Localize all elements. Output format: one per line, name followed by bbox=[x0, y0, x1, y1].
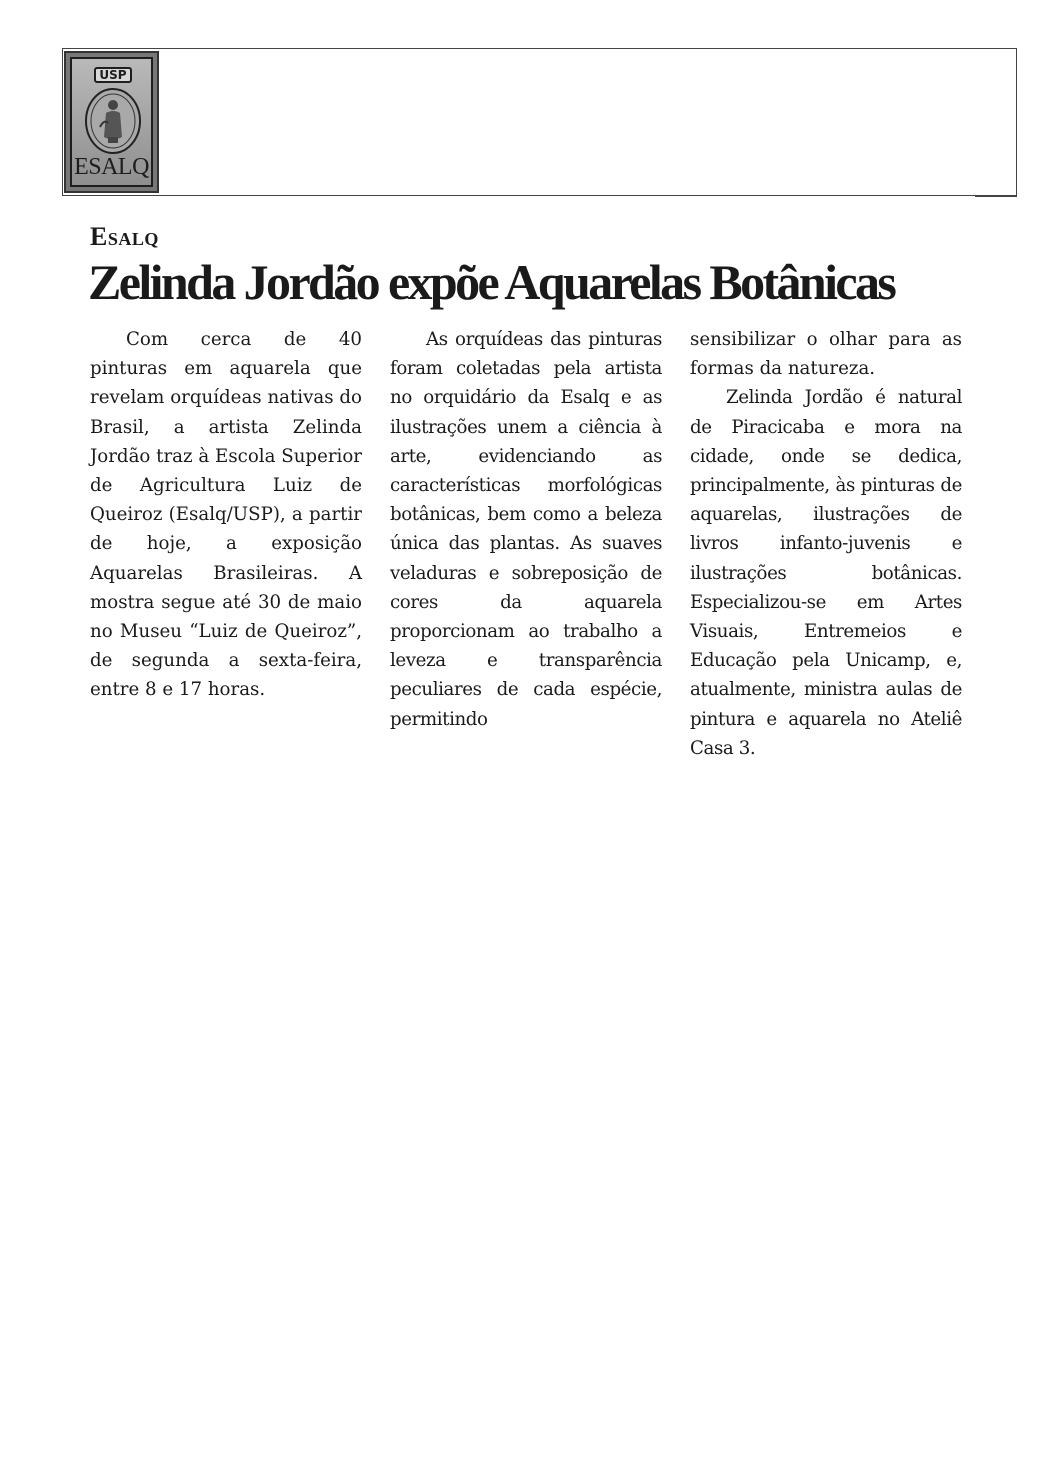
paragraph: As orquídeas das pinturas foram coletadas pela artista no orquidário da Esalq e as ilustrações unem a ciência à arte, evidenciando as características morfológicas botânicas, bem como a beleza única das plantas. As suaves veladuras e sobreposição de cores da aquarela proporcionam ao trabalho a leveza e transparência peculiares de cada espécie, permitindo bbox=[390, 329, 662, 730]
logo-esalq-text: ESALQ bbox=[74, 154, 149, 180]
article-column-1 bbox=[90, 325, 362, 705]
article-headline: Zelinda Jordão expõe Aquarelas Botânicas bbox=[88, 254, 895, 310]
logo-usp-text: USP bbox=[94, 67, 132, 83]
paragraph-continued: sensibilizar o olhar para as formas da natureza. bbox=[690, 329, 962, 380]
header-rule bbox=[975, 196, 1017, 197]
paragraph: Com cerca de 40 pinturas em aquarela que revelam orquídeas nativas do Brasil, a artista Zelinda Jordão traz à Escola Superior de Agricultura Luiz de Queiroz (Esalq/USP), a partir de hoje, a exposição Aquarelas Brasileiras. A mostra segue até 30 de maio no Museu “Luiz de Queiroz”, de segunda a sexta-feira, entre 8 e 17 horas. bbox=[90, 329, 362, 701]
article-column-3 bbox=[690, 325, 962, 763]
esalq-logo bbox=[64, 51, 159, 193]
seal-figure-icon bbox=[82, 87, 144, 155]
clipping-header-box bbox=[62, 48, 1017, 196]
article-column-2 bbox=[390, 325, 662, 734]
logo-frame bbox=[70, 57, 153, 187]
section-kicker: Esalq bbox=[90, 222, 159, 251]
paragraph: Zelinda Jordão é natural de Piracicaba e mora na cidade, onde se dedica, principalmente, às pinturas de aquarelas, ilustrações de livros infanto-juvenis e ilustrações botânicas. Especializou-se em Artes Visuais, Entremeios e Educação pela Unicamp, e, atualmente, ministra aulas de pintura e aquarela no Ateliê Casa 3. bbox=[690, 387, 962, 759]
